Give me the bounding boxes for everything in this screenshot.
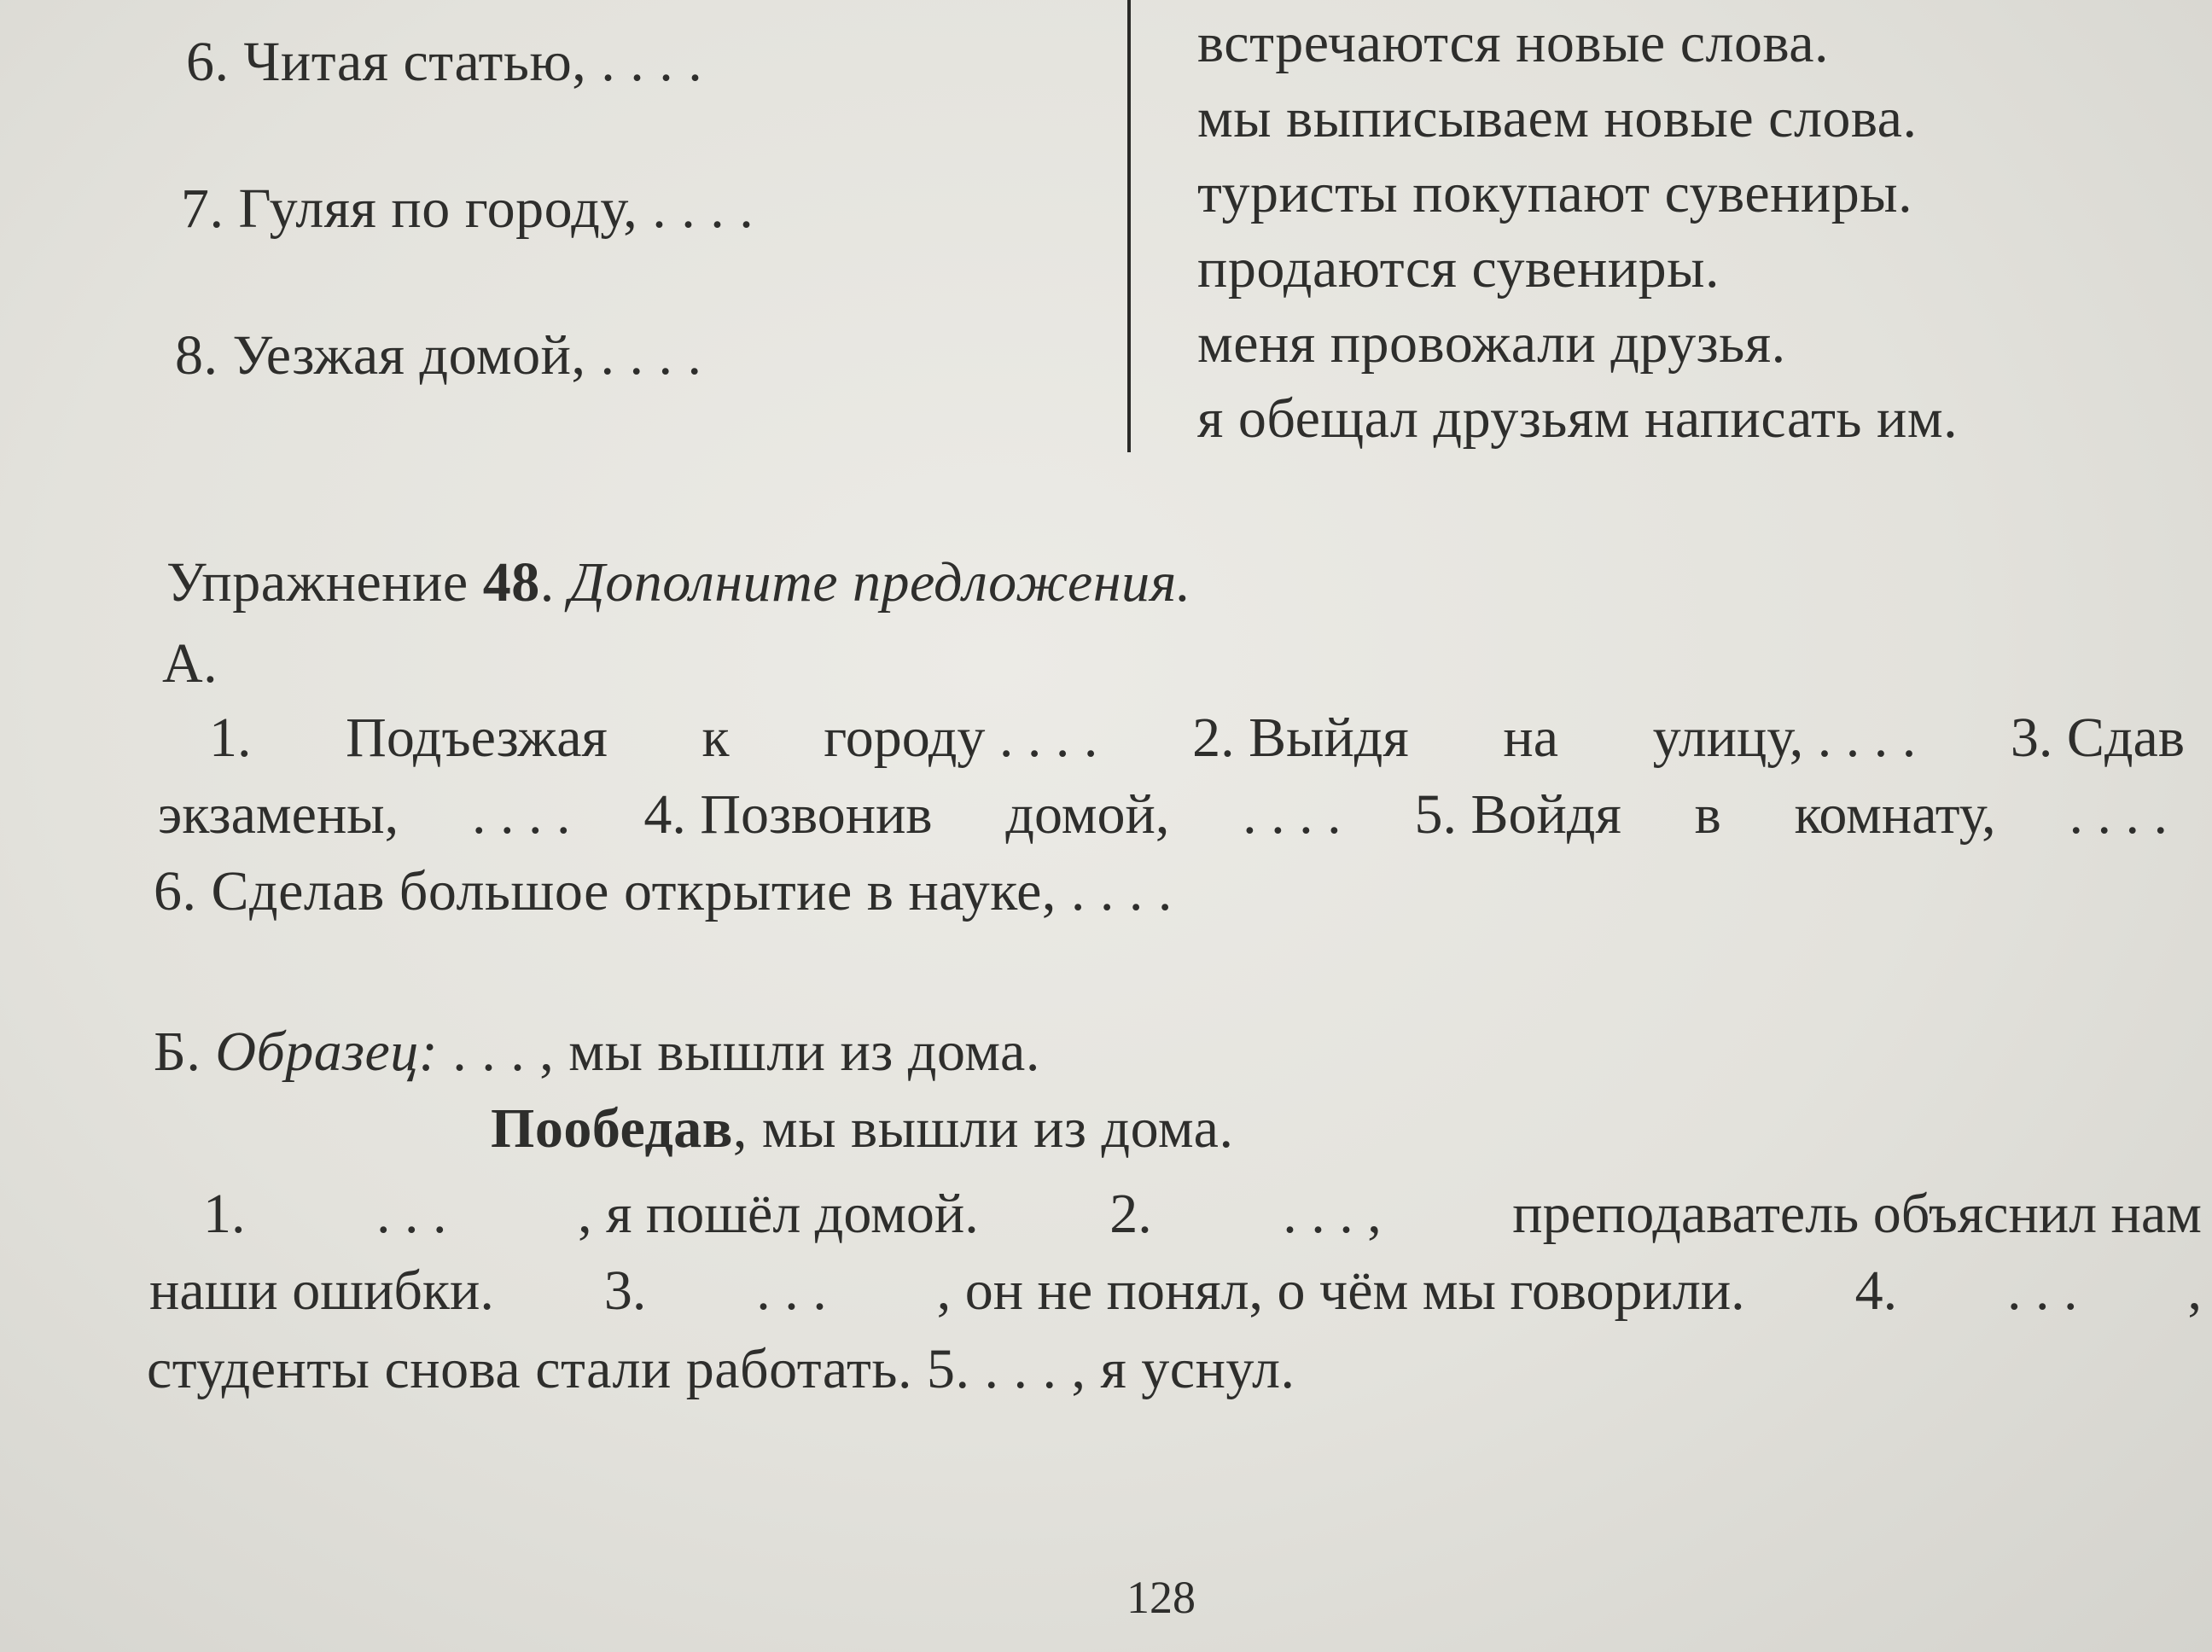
- part-a-word: на: [1503, 707, 1558, 769]
- part-b-word: 3.: [603, 1259, 647, 1322]
- exercise-separator: .: [539, 551, 569, 614]
- part-a-word: . . . .: [471, 783, 571, 846]
- sample-label: Образец:: [215, 1021, 439, 1083]
- part-a-word: 1.: [209, 707, 252, 769]
- part-b-word: 4.: [1854, 1259, 1898, 1322]
- table-right-item: встречаются новые слова.: [1197, 12, 1830, 74]
- part-a-word: . . . .: [1243, 783, 1342, 846]
- table-right-item: туристы покупают сувениры.: [1197, 162, 1913, 224]
- table-right-item: я обещал друзьям написать им.: [1197, 387, 1959, 450]
- part-b-word: . . .: [2007, 1259, 2078, 1322]
- table-left-item: 8. Уезжая домой, . . . .: [175, 324, 702, 387]
- table-left-item: 7. Гуляя по городу, . . . .: [181, 177, 754, 240]
- part-a-word: Подъезжая: [346, 707, 608, 769]
- part-b-word: преподаватель объяснил нам: [1512, 1183, 2202, 1245]
- part-a-word: 3. Сдав: [2010, 707, 2185, 769]
- part-b-word: ,: [2187, 1259, 2202, 1322]
- exercise-label: Упражнение: [166, 551, 483, 614]
- exercise-instruction: Дополните предложения.: [568, 551, 1191, 614]
- exercise-heading: [166, 551, 1191, 614]
- part-b-line-1: [203, 1183, 2202, 1245]
- part-b-word: , я пошёл домой.: [578, 1183, 979, 1245]
- part-a-line-3: 6. Сделав большое открытие в науке, . . . .: [154, 860, 1173, 922]
- part-a-line-2: [158, 783, 2168, 846]
- part-b-line-2: [149, 1259, 2202, 1322]
- table-left-item: 6. Читая статью, . . . .: [186, 31, 703, 93]
- part-a-word: в: [1694, 783, 1721, 846]
- part-b-word: . . . ,: [1283, 1183, 1382, 1245]
- part-a-word: экзамены,: [158, 783, 399, 846]
- sample-answer-rest: , мы вышли из дома.: [732, 1097, 1234, 1160]
- table-right-item: мы выписываем новые слова.: [1197, 87, 1918, 149]
- part-b-word: , он не понял, о чём мы говорили.: [936, 1259, 1745, 1322]
- table-right-item: продаются сувениры.: [1197, 237, 1720, 300]
- part-a-word: улицу, . . . .: [1652, 707, 1917, 769]
- page-number: 128: [1126, 1572, 1196, 1623]
- sample-text: . . . , мы вышли из дома.: [438, 1021, 1040, 1083]
- part-b-word: . . .: [376, 1183, 447, 1245]
- part-b-word: наши ошибки.: [149, 1259, 494, 1322]
- sample-answer-bold: Пообедав: [491, 1097, 733, 1160]
- exercise-number: 48: [482, 551, 540, 614]
- part-a-word: комнату,: [1794, 783, 1996, 846]
- part-b-word: 1.: [203, 1183, 246, 1245]
- part-a-word: 5. Войдя: [1414, 783, 1621, 846]
- part-b-word: 2.: [1109, 1183, 1152, 1245]
- sample-answer: [491, 1097, 1234, 1160]
- part-b-sample: [154, 1021, 1040, 1083]
- part-a-line-1: [209, 707, 2185, 769]
- part-b-letter: Б.: [154, 1021, 216, 1083]
- part-a-word: городу . . . .: [824, 707, 1098, 769]
- part-b-line-3: студенты снова стали работать. 5. . . . , я уснул.: [147, 1338, 1295, 1400]
- part-a-word: 4. Позвонив: [643, 783, 933, 846]
- table-divider: [1127, 0, 1131, 452]
- table-right-item: меня провожали друзья.: [1197, 312, 1786, 375]
- part-a-word: к: [701, 707, 730, 769]
- part-a-letter: А.: [162, 632, 218, 695]
- part-a-word: 2. Выйдя: [1192, 707, 1409, 769]
- part-a-word: домой,: [1005, 783, 1170, 846]
- part-b-word: . . .: [756, 1259, 827, 1322]
- part-a-word: . . . .: [2069, 783, 2168, 846]
